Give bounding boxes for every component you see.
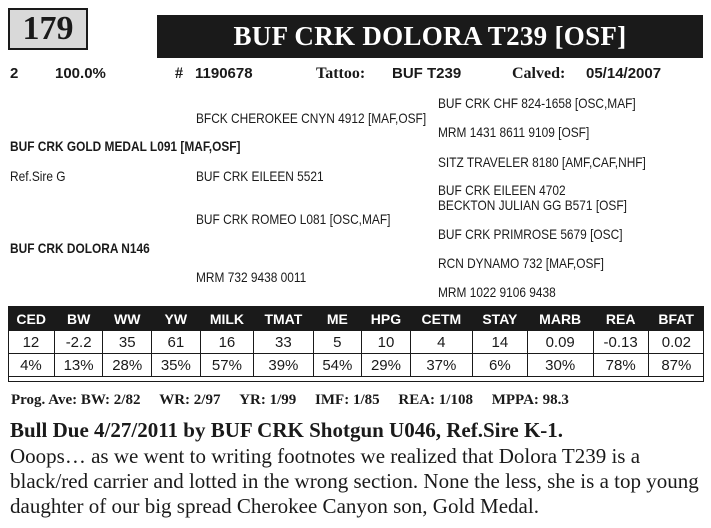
- prog-rea-value: 1/108: [438, 392, 473, 408]
- prog-imf-label: IMF:: [315, 392, 350, 408]
- pedigree-sire-dam: BUF CRK EILEEN 5521: [196, 168, 324, 184]
- count: 2: [10, 65, 19, 82]
- pedigree-dam-sire-dam: BUF CRK PRIMROSE 5679 [OSC]: [438, 226, 623, 242]
- prog-imf-value: 1/85: [352, 392, 380, 408]
- epd-pct-yw: 35%: [152, 354, 201, 377]
- prog-yr-label: YR:: [239, 392, 266, 408]
- footnote: Ooops… as we went to writing footnotes we realized that Dolora T239 is a black/red carrier and lotted in the wrong section. None the less, she is a top young daughter of our big spread Cherokee Canyon son, Gold Medal.: [10, 444, 699, 518]
- epd-value-stay: 14: [472, 331, 527, 354]
- lot-number: 179: [8, 8, 88, 50]
- epd-value-row: [8, 331, 704, 354]
- epd-pct-stay: 6%: [472, 354, 527, 377]
- pedigree-sire-dam-dam: BUF CRK EILEEN 4702: [438, 182, 566, 198]
- progeny-averages: [11, 392, 569, 409]
- epd-value-tmat: 33: [254, 331, 313, 354]
- prog-bw-value: 2/82: [113, 392, 141, 408]
- pedigree-dam-dam: MRM 732 9438 0011: [196, 269, 307, 285]
- epd-header-marb: MARB: [527, 306, 593, 331]
- pedigree-sire-sire-dam: MRM 1431 8611 9109 [OSF]: [438, 124, 590, 140]
- epd-value-yw: 61: [152, 331, 201, 354]
- pedigree-dam-sire: BUF CRK ROMEO L081 [OSC,MAF]: [196, 211, 391, 227]
- reg-label: #: [175, 65, 183, 82]
- reg-number: 1190678: [195, 65, 253, 82]
- epd-pct-hpg: 29%: [362, 354, 411, 377]
- epd-value-ww: 35: [103, 331, 152, 354]
- epd-pct-bfat: 87%: [648, 354, 704, 377]
- epd-header-bfat: BFAT: [648, 306, 704, 331]
- pedigree-dam-dam-dam: MRM 1022 9106 9438: [438, 284, 556, 300]
- tattoo-value: BUF T239: [392, 65, 462, 82]
- calved-label: Calved:: [512, 65, 566, 82]
- epd-header-stay: STAY: [472, 306, 527, 331]
- epd-header-tmat: TMAT: [254, 306, 313, 331]
- epd-pct-cetm: 37%: [410, 354, 472, 377]
- prog-wr-label: WR:: [159, 392, 191, 408]
- epd-pct-me: 54%: [313, 354, 362, 377]
- pedigree-sire-sire: BFCK CHEROKEE CNYN 4912 [MAF,OSF]: [196, 110, 427, 126]
- bull-due-line: Bull Due 4/27/2011 by BUF CRK Shotgun U046, Ref.Sire K-1.: [10, 418, 564, 442]
- epd-pct-marb: 30%: [527, 354, 593, 377]
- epd-header-hpg: HPG: [362, 306, 411, 331]
- prog-bw-label: Prog. Ave: BW:: [11, 392, 111, 408]
- epd-header-row: [8, 306, 704, 331]
- epd-header-milk: MILK: [200, 306, 254, 331]
- epd-value-ced: 12: [8, 331, 54, 354]
- epd-pct-ww: 28%: [103, 354, 152, 377]
- epd-pct-tmat: 39%: [254, 354, 313, 377]
- percent: 100.0%: [55, 65, 106, 82]
- epd-value-bw: -2.2: [54, 331, 103, 354]
- pedigree-sire-sire-sire: BUF CRK CHF 824-1658 [OSC,MAF]: [438, 95, 636, 111]
- prog-mppa-label: MPPA:: [491, 392, 539, 408]
- epd-value-bfat: 0.02: [648, 331, 704, 354]
- prog-yr-value: 1/99: [269, 392, 297, 408]
- animal-name-title: BUF CRK DOLORA T239 [OSF]: [157, 15, 703, 58]
- epd-table: [8, 306, 704, 377]
- pedigree-sire-dam-sire: SITZ TRAVELER 8180 [AMF,CAF,NHF]: [438, 154, 646, 170]
- pedigree-dam: BUF CRK DOLORA N146: [10, 240, 150, 256]
- prog-rea-label: REA:: [398, 392, 436, 408]
- prog-wr-value: 2/97: [193, 392, 221, 408]
- epd-header-ced: CED: [8, 306, 54, 331]
- epd-value-marb: 0.09: [527, 331, 593, 354]
- epd-header-ww: WW: [103, 306, 152, 331]
- epd-value-hpg: 10: [362, 331, 411, 354]
- epd-pct-bw: 13%: [54, 354, 103, 377]
- epd-header-cetm: CETM: [410, 306, 472, 331]
- calved-value: 05/14/2007: [586, 65, 662, 82]
- epd-pct-rea: 78%: [593, 354, 648, 377]
- epd-header-yw: YW: [152, 306, 201, 331]
- epd-header-me: ME: [313, 306, 362, 331]
- epd-pct-milk: 57%: [200, 354, 254, 377]
- epd-value-cetm: 4: [410, 331, 472, 354]
- epd-header-rea: REA: [593, 306, 648, 331]
- pedigree-dam-sire-sire: BECKTON JULIAN GG B571 [OSF]: [438, 197, 627, 213]
- tattoo-label: Tattoo:: [316, 65, 366, 82]
- epd-value-me: 5: [313, 331, 362, 354]
- pedigree-sire: BUF CRK GOLD MEDAL L091 [MAF,OSF]: [10, 138, 241, 154]
- pedigree-dam-dam-sire: RCN DYNAMO 732 [MAF,OSF]: [438, 255, 604, 271]
- epd-value-milk: 16: [200, 331, 254, 354]
- prog-mppa-value: 98.3: [542, 392, 569, 408]
- epd-pct-ced: 4%: [8, 354, 54, 377]
- pedigree-sire-note: Ref.Sire G: [10, 168, 66, 184]
- epd-value-rea: -0.13: [593, 331, 648, 354]
- epd-percentile-row: [8, 354, 704, 377]
- epd-header-bw: BW: [54, 306, 103, 331]
